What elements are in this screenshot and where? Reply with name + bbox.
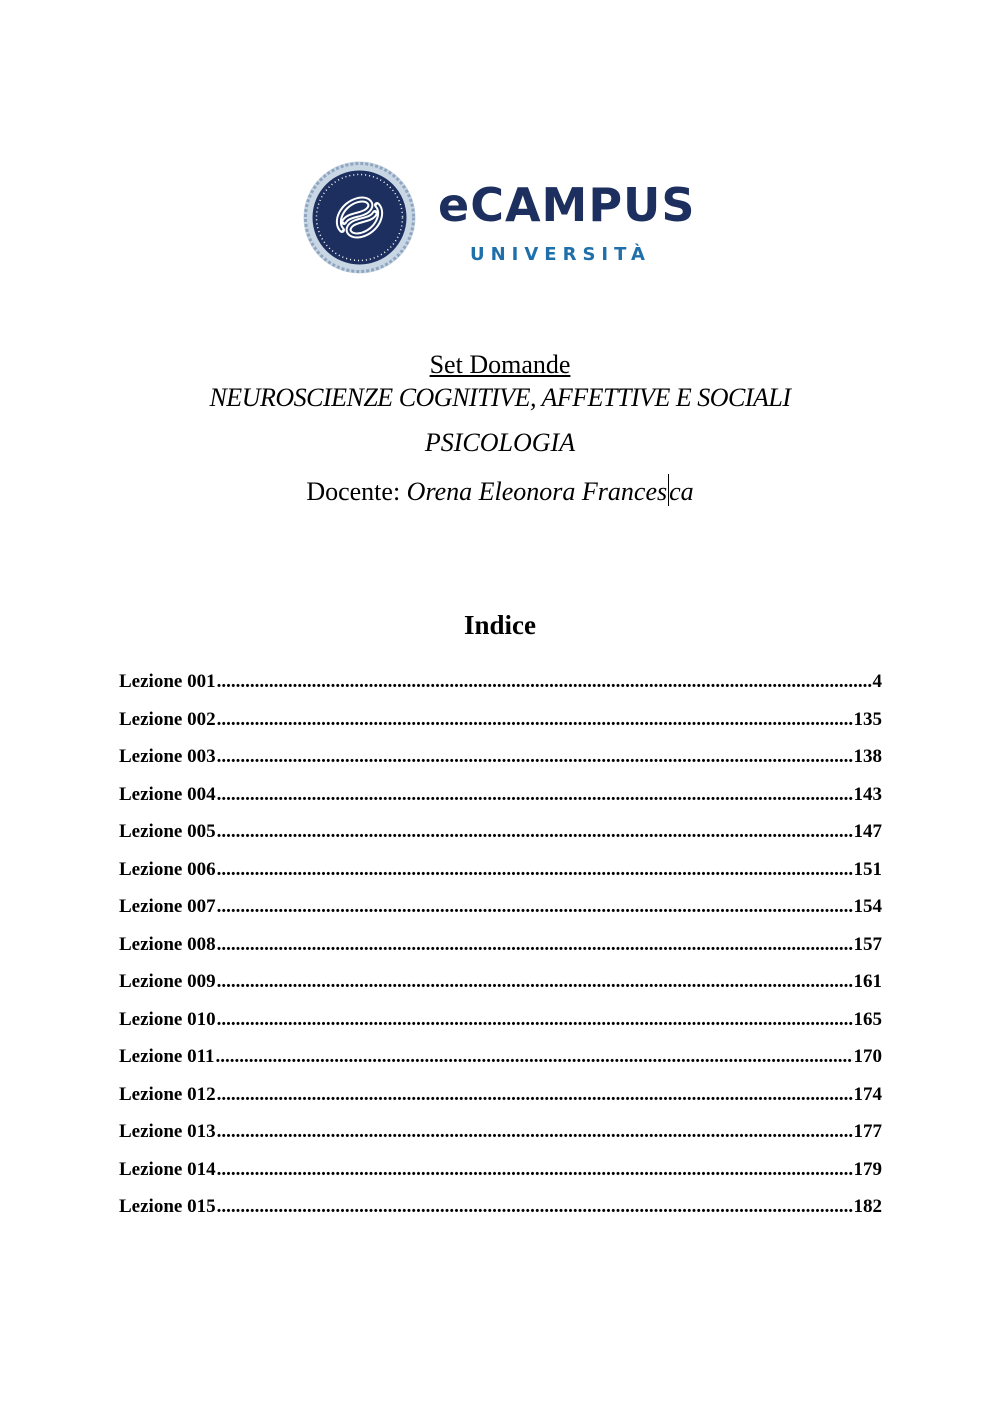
- toc-entry-label: Lezione 014: [119, 1158, 216, 1180]
- toc-dot-leader: [217, 818, 853, 846]
- toc-entry[interactable]: [119, 1118, 882, 1156]
- toc-entry-label: Lezione 012: [119, 1083, 216, 1105]
- toc-dot-leader: [217, 668, 872, 696]
- toc-entry-page: 4: [872, 671, 882, 692]
- toc-entry[interactable]: [119, 968, 882, 1006]
- toc-entry[interactable]: [119, 743, 882, 781]
- teacher-name-part: Orena Eleonora Frances: [406, 477, 668, 506]
- teacher-name-part: ca: [669, 477, 694, 506]
- toc-entry-label: Lezione 008: [119, 933, 216, 955]
- toc-dot-leader: [217, 706, 853, 734]
- toc-entry-label: Lezione 013: [119, 1121, 216, 1142]
- degree-title: PSICOLOGIA: [424, 428, 576, 457]
- toc-dot-leader: [217, 1081, 853, 1109]
- toc-dot-leader: [217, 931, 853, 959]
- toc-entry[interactable]: [119, 818, 882, 856]
- toc-entry-label: Lezione 007: [119, 896, 216, 917]
- toc-entry-page: 170: [853, 1046, 882, 1067]
- toc-entry-page: 157: [853, 933, 882, 955]
- toc-entry-label: Lezione 011: [119, 1046, 215, 1067]
- toc-entry-page: 135: [853, 708, 882, 730]
- toc-entry[interactable]: [119, 1081, 882, 1119]
- toc-entry-label: Lezione 003: [119, 746, 216, 767]
- logo-subtitle: UNIVERSITÀ: [470, 244, 651, 265]
- course-title: NEUROSCIENZE COGNITIVE, AFFETTIVE E SOCIALI: [209, 383, 791, 412]
- table-of-contents: [119, 668, 882, 1231]
- teacher-name: [407, 477, 694, 506]
- toc-entry[interactable]: [119, 856, 882, 894]
- toc-entry-label: Lezione 005: [119, 821, 216, 842]
- toc-entry-page: 147: [853, 821, 882, 842]
- toc-entry[interactable]: [119, 1006, 882, 1044]
- toc-entry[interactable]: [119, 1193, 882, 1231]
- toc-entry-page: 177: [853, 1121, 882, 1142]
- toc-entry-label: Lezione 002: [119, 708, 216, 730]
- toc-entry-label: Lezione 004: [119, 783, 216, 805]
- toc-dot-leader: [217, 856, 853, 884]
- toc-dot-leader: [217, 1156, 853, 1184]
- toc-dot-leader: [217, 893, 853, 921]
- toc-entry-label: Lezione 010: [119, 1008, 216, 1030]
- toc-entry[interactable]: [119, 893, 882, 931]
- ecampus-logo: [302, 160, 702, 275]
- toc-entry-page: 161: [853, 971, 882, 992]
- set-title: Set Domande: [429, 350, 571, 379]
- toc-entry-page: 151: [853, 858, 882, 880]
- toc-entry-label: Lezione 009: [119, 971, 216, 992]
- teacher-label: Docente:: [306, 477, 401, 506]
- toc-dot-leader: [217, 968, 853, 996]
- toc-dot-leader: [217, 1118, 853, 1146]
- toc-entry-label: Lezione 015: [119, 1196, 216, 1217]
- toc-entry[interactable]: [119, 706, 882, 744]
- toc-entry-page: 179: [853, 1158, 882, 1180]
- toc-dot-leader: [217, 743, 853, 771]
- toc-dot-leader: [217, 1193, 853, 1221]
- index-heading: Indice: [463, 610, 536, 640]
- toc-entry-page: 138: [853, 746, 882, 767]
- toc-entry-page: 154: [853, 896, 882, 917]
- toc-entry-page: 182: [853, 1196, 882, 1217]
- ecampus-seal-icon: [302, 160, 417, 275]
- toc-entry-page: 143: [853, 783, 882, 805]
- toc-dot-leader: [217, 781, 853, 809]
- toc-entry-label: Lezione 006: [119, 858, 216, 880]
- toc-entry[interactable]: [119, 668, 882, 706]
- toc-entry[interactable]: [119, 781, 882, 819]
- toc-dot-leader: [216, 1043, 853, 1071]
- toc-entry-page: 165: [853, 1008, 882, 1030]
- toc-entry-label: Lezione 001: [119, 671, 216, 692]
- teacher-line: [0, 474, 1000, 507]
- toc-entry[interactable]: [119, 1156, 882, 1194]
- logo-wordmark: eCAMPUS: [438, 178, 696, 232]
- toc-entry-page: 174: [853, 1083, 882, 1105]
- toc-entry[interactable]: [119, 931, 882, 969]
- toc-dot-leader: [217, 1006, 853, 1034]
- toc-entry[interactable]: [119, 1043, 882, 1081]
